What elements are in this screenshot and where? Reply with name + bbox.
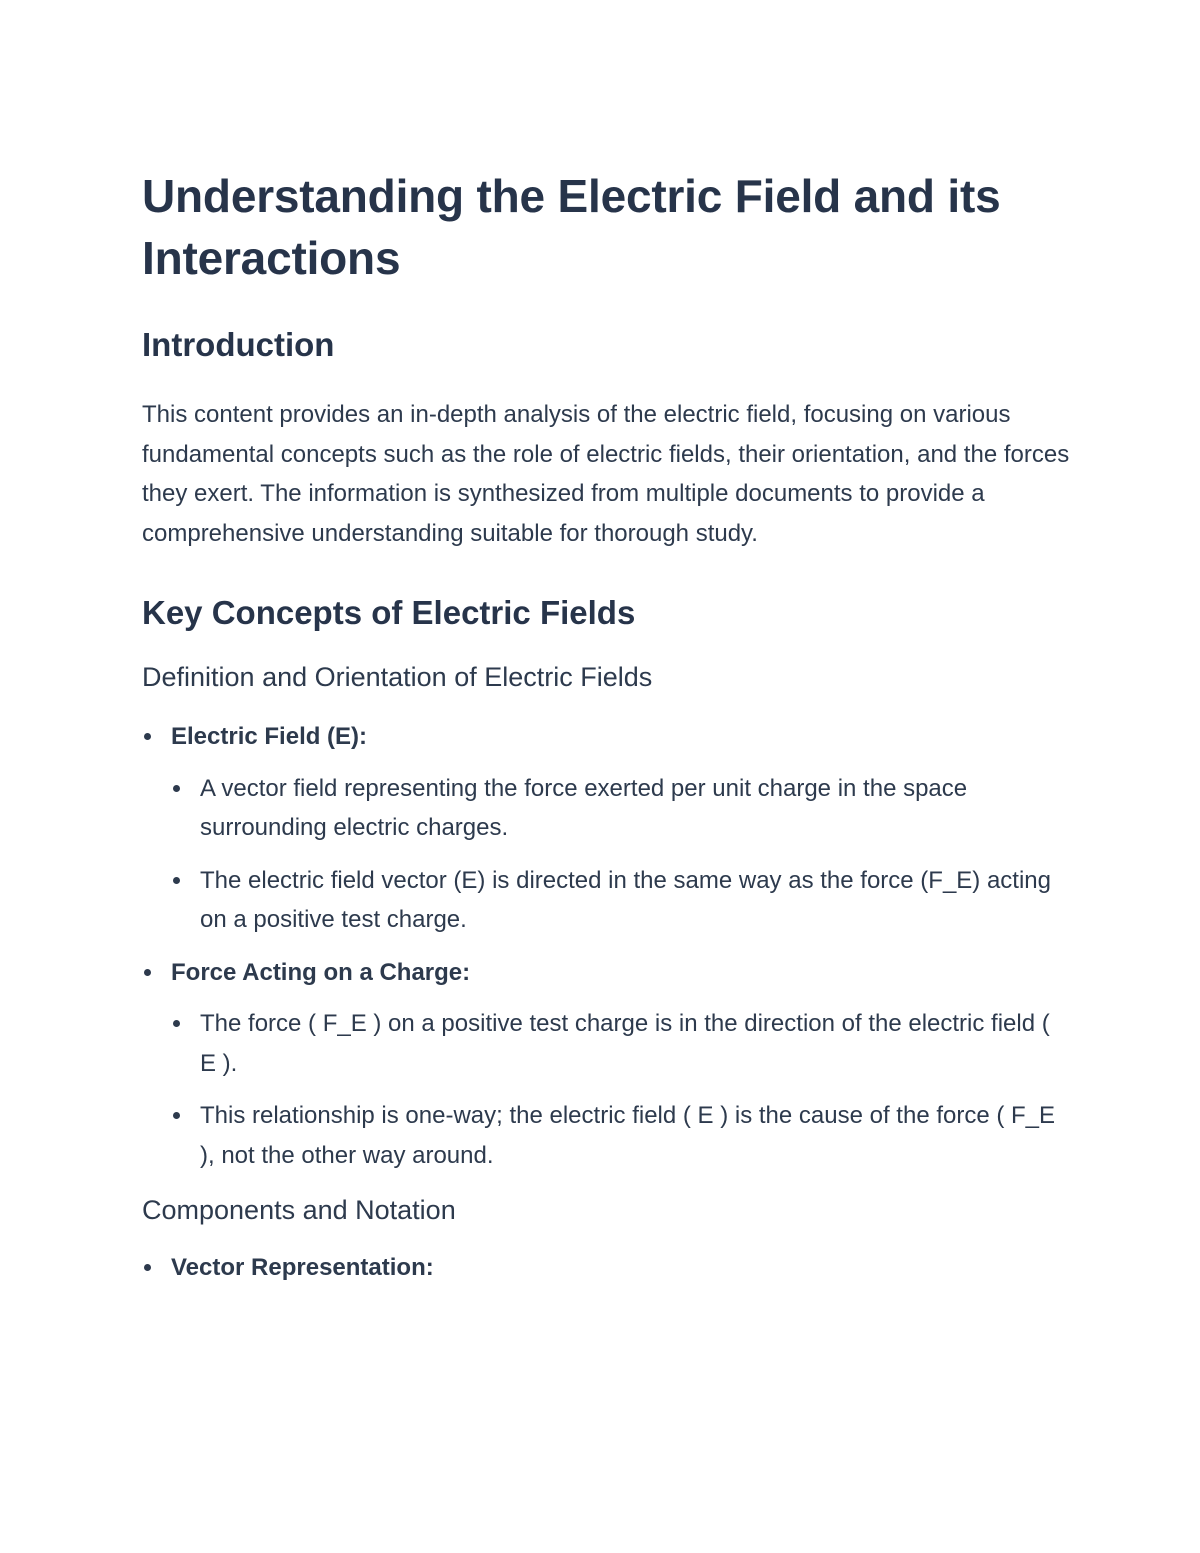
section-heading-introduction: Introduction [142,326,335,363]
list-subitem: A vector field representing the force exerted per unit charge in the space surrounding electric charges. [142,769,1072,848]
subsection-heading-components: Components and Notation [142,1195,456,1225]
list-subitem: The electric field vector (E) is directed in the same way as the force (F_E) acting on a positive test charge. [142,861,1072,940]
definition-list [142,717,1072,1175]
list-subitem: This relationship is one-way; the electric field ( E ) is the cause of the force ( F_E ), not the other way around. [142,1096,1072,1175]
section-heading-key-concepts: Key Concepts of Electric Fields [142,594,636,631]
document-title: Understanding the Electric Field and its Interactions [142,170,1001,284]
introduction-paragraph: This content provides an in-depth analysis of the electric field, focusing on various fundamental concepts such as the role of electric fields, their orientation, and the forces they exert. The information is synthesized from multiple documents to provide a comprehensive understanding suitable for thorough study. [142,401,1070,547]
components-list [142,1248,1072,1288]
list-item-force-acting: Force Acting on a Charge: [142,953,1072,993]
list-item-vector-representation: Vector Representation: [142,1248,1072,1288]
list-item-electric-field: Electric Field (E): [142,717,1072,757]
document-page [142,165,1072,1288]
list-subitem: The force ( F_E ) on a positive test charge is in the direction of the electric field ( E ). [142,1004,1072,1083]
subsection-heading-definition: Definition and Orientation of Electric Fields [142,662,653,692]
